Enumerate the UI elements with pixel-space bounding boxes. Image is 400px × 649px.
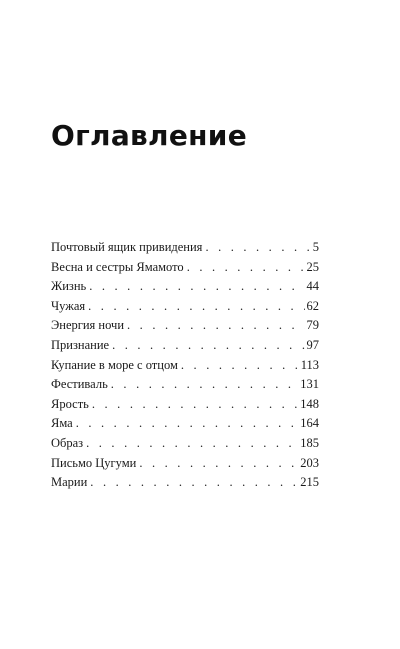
toc-page-number: 148 bbox=[300, 396, 319, 411]
toc-entry bbox=[51, 414, 319, 434]
toc-entry-title: Жизнь bbox=[51, 279, 87, 294]
toc-page-number: 185 bbox=[300, 435, 319, 450]
dot-leader bbox=[181, 356, 299, 376]
toc-entry bbox=[51, 336, 319, 356]
toc-page-number: 79 bbox=[306, 318, 319, 333]
dot-leader bbox=[127, 316, 304, 336]
toc-entry bbox=[51, 297, 319, 317]
toc-page-number: 131 bbox=[300, 377, 319, 392]
toc-entry bbox=[51, 375, 319, 395]
toc-entry bbox=[51, 473, 319, 493]
dot-leader bbox=[111, 375, 298, 395]
toc-page-number: 62 bbox=[306, 298, 319, 313]
dot-leader bbox=[76, 414, 299, 434]
toc-entry bbox=[51, 316, 319, 336]
toc-entry bbox=[51, 395, 319, 415]
toc-page-number: 164 bbox=[300, 416, 319, 431]
dot-leader bbox=[112, 336, 304, 356]
toc-entry-title: Яма bbox=[51, 416, 73, 431]
dot-leader bbox=[205, 238, 310, 258]
toc-entry-title: Ярость bbox=[51, 396, 89, 411]
toc-entry bbox=[51, 238, 319, 258]
toc-entry-title: Чужая bbox=[51, 298, 86, 313]
table-of-contents bbox=[51, 238, 319, 493]
toc-entry bbox=[51, 356, 319, 376]
dot-leader bbox=[86, 434, 298, 454]
toc-entry bbox=[51, 258, 319, 278]
toc-entry bbox=[51, 277, 319, 297]
dot-leader bbox=[139, 454, 298, 474]
toc-page-number: 203 bbox=[300, 455, 319, 470]
toc-page-number: 113 bbox=[300, 357, 319, 372]
toc-page-number: 5 bbox=[312, 240, 319, 254]
toc-entry-title: Образ bbox=[51, 435, 84, 450]
toc-entry bbox=[51, 434, 319, 454]
toc-entry-title: Почтовый ящик привидения bbox=[51, 240, 203, 254]
dot-leader bbox=[89, 277, 304, 297]
toc-entry-title: Энергия ночи bbox=[51, 318, 125, 333]
toc-entry-title: Признание bbox=[51, 337, 110, 352]
toc-entry-title: Марии bbox=[51, 475, 88, 490]
dot-leader bbox=[92, 395, 298, 415]
toc-page-number: 44 bbox=[306, 279, 319, 294]
dot-leader bbox=[90, 473, 298, 493]
dot-leader bbox=[187, 258, 305, 278]
toc-entry-title: Весна и сестры Ямамото bbox=[51, 259, 184, 274]
toc-entry-title: Купание в море с отцом bbox=[51, 357, 178, 372]
toc-page-number: 215 bbox=[300, 475, 319, 490]
toc-page-number: 97 bbox=[306, 337, 319, 352]
toc-entry-title: Письмо Цугуми bbox=[51, 455, 137, 470]
toc-entry-title: Фестиваль bbox=[51, 377, 108, 392]
toc-entry bbox=[51, 454, 319, 474]
dot-leader bbox=[88, 297, 304, 317]
page-title: Оглавление bbox=[51, 119, 248, 152]
toc-page-number: 25 bbox=[306, 259, 319, 274]
